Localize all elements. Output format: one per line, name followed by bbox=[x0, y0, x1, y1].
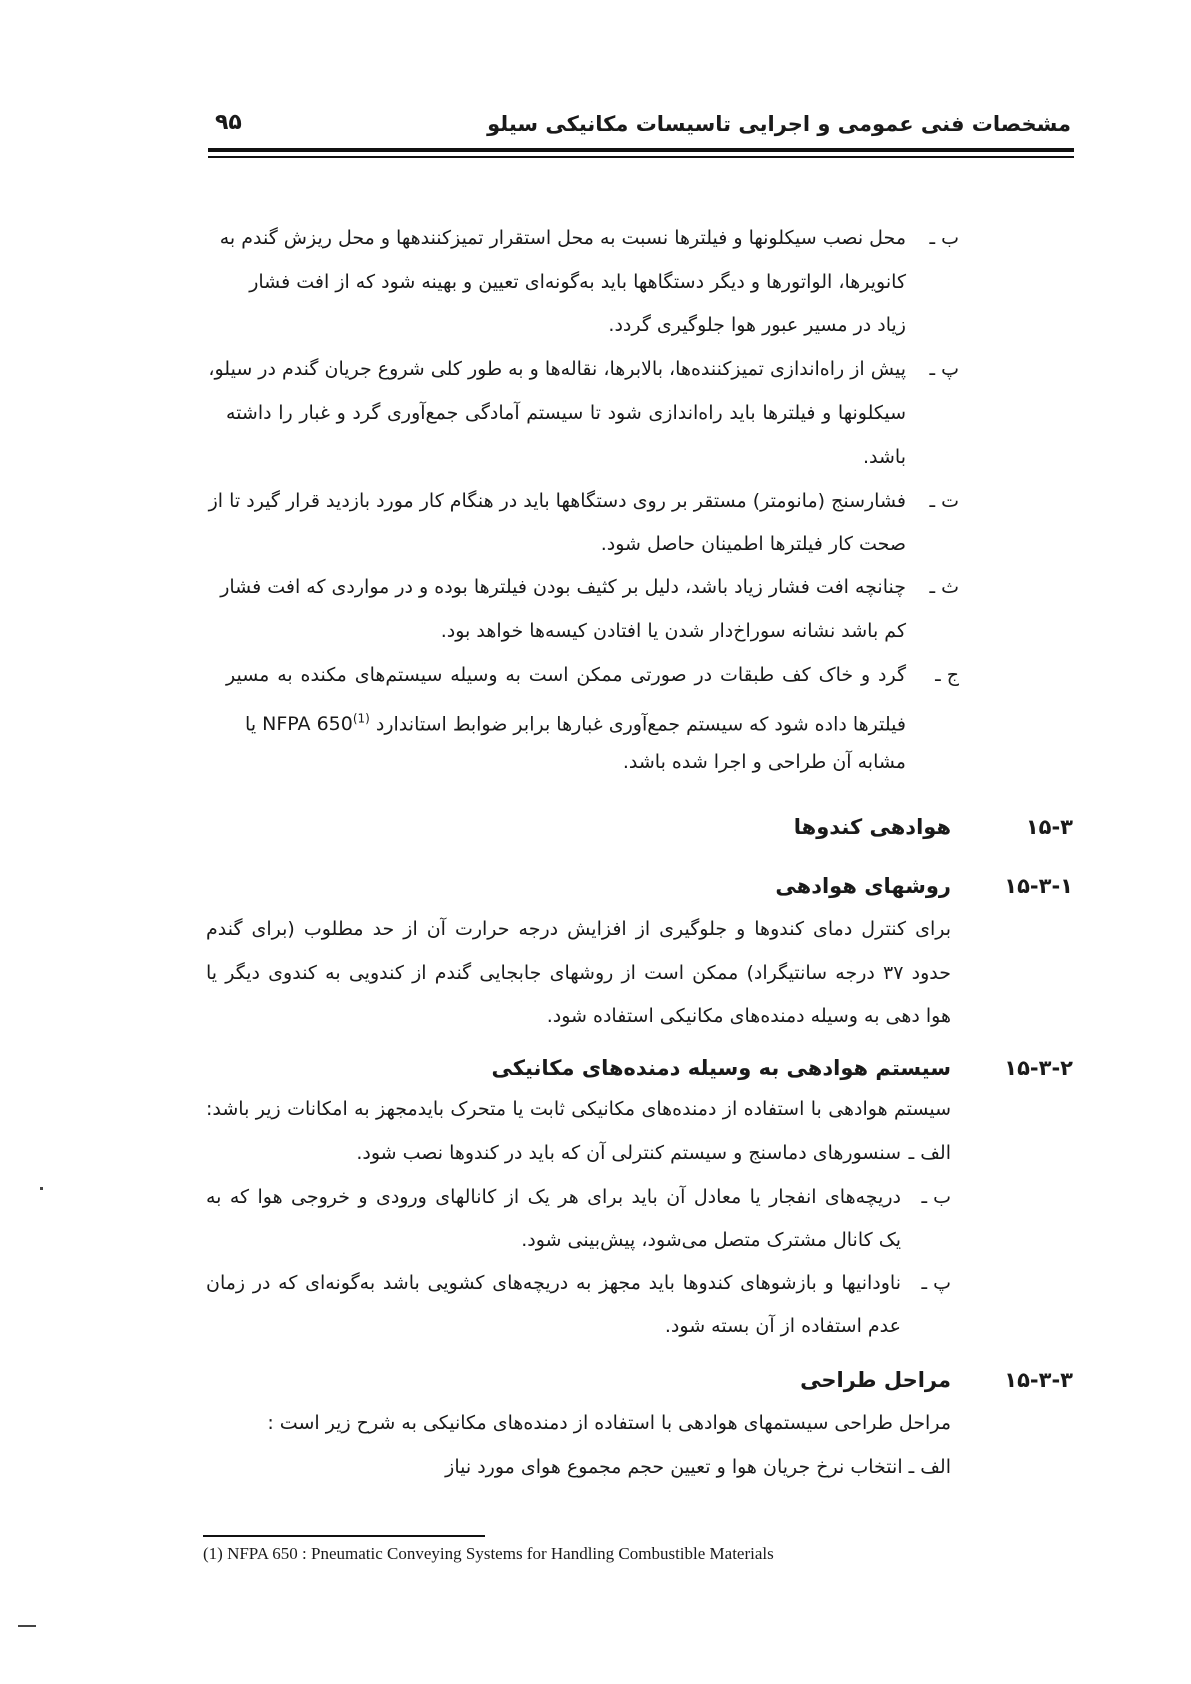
section-number: ۱۵-۳ bbox=[1025, 815, 1073, 839]
page-number: ۹۵ bbox=[215, 110, 242, 135]
list-marker: ج ـ bbox=[935, 664, 959, 686]
nfpa-code: NFPA 650 bbox=[262, 713, 353, 736]
list-line: چنانچه افت فشار زیاد باشد، دلیل بر کثیف بودن فیلترها بوده و در مواردی که افت فشار bbox=[220, 576, 906, 598]
footnote bbox=[203, 1544, 774, 1564]
footnote-mark: (1) bbox=[203, 1544, 223, 1563]
header-rule-thin bbox=[208, 156, 1074, 158]
footnote-text: NFPA 650 : Pneumatic Conveying Systems for Handling Combustible Materials bbox=[227, 1544, 774, 1563]
list-line-tail: یا bbox=[245, 713, 257, 736]
paragraph-line: سیستم هوادهی با استفاده از دمنده‌های مکانیکی ثابت یا متحرک بایدمجهز به امکانات زیر باشد: bbox=[206, 1098, 951, 1120]
paragraph-line: مراحل طراحی سیستمهای هوادهی با استفاده از دمنده‌های مکانیکی به شرح زیر است : bbox=[267, 1412, 951, 1434]
subsection-title: روشهای هوادهی bbox=[775, 874, 951, 898]
paragraph-line: الف ـ انتخاب نرخ جریان هوا و تعیین حجم مجموع هوای مورد نیاز bbox=[445, 1456, 951, 1478]
subsection-number: ۱۵-۳-۲ bbox=[1004, 1056, 1073, 1080]
list-line: مشابه آن طراحی و اجرا شده باشد. bbox=[622, 751, 906, 773]
subsection-number: ۱۵-۳-۳ bbox=[1004, 1368, 1073, 1392]
list-marker: پ ـ bbox=[929, 358, 959, 380]
list-line: زیاد در مسیر عبور هوا جلوگیری گردد. bbox=[608, 314, 906, 336]
list-line: کانویرها، الواتورها و دیگر دستگاهها باید به‌گونه‌ای تعیین و بهینه شود که از افت فشار bbox=[249, 271, 906, 293]
list-line: پیش از راه‌اندازی تمیزکننده‌ها، بالابرها، نقاله‌ها و به طور کلی شروع جریان گندم در سیلو، bbox=[208, 358, 906, 380]
list-line: گرد و خاک کف طبقات در صورتی ممکن است به وسیله سیستم‌های مکنده به مسیر bbox=[226, 664, 906, 686]
header-rule-thick bbox=[208, 148, 1074, 152]
list-line: ناودانیها و بازشوهای کندوها باید مجهز به دریچه‌های کشویی باشد به‌گونه‌ای که در زمان bbox=[206, 1272, 901, 1294]
list-marker: ب ـ bbox=[921, 1186, 951, 1208]
list-line: باشد. bbox=[862, 446, 906, 468]
list-marker: ث ـ bbox=[929, 576, 959, 598]
list-line-with-reference bbox=[245, 706, 906, 737]
list-line: دریچه‌های انفجار یا معادل آن باید برای هر یک از کانالهای ورودی و خروجی هوا که به bbox=[206, 1186, 901, 1208]
list-marker: ت ـ bbox=[929, 490, 959, 512]
scan-speck bbox=[40, 1187, 43, 1190]
list-marker: الف ـ bbox=[908, 1142, 951, 1164]
subsection-title: مراحل طراحی bbox=[800, 1368, 951, 1392]
list-line: عدم استفاده از آن بسته شود. bbox=[664, 1315, 901, 1337]
scan-mark bbox=[18, 1625, 36, 1627]
running-header-title: مشخصات فنی عمومی و اجرایی تاسیسات مکانیکی سیلو bbox=[487, 112, 1071, 136]
footnote-rule bbox=[203, 1535, 485, 1537]
section-title: هوادهی کندوها bbox=[793, 815, 951, 839]
subsection-title: سیستم هوادهی به وسیله دمنده‌های مکانیکی bbox=[491, 1056, 951, 1080]
list-line: سنسورهای دماسنج و سیستم کنترلی آن که باید در کندوها نصب شود. bbox=[356, 1142, 901, 1164]
footnote-mark: (1) bbox=[352, 712, 370, 726]
list-line: فشارسنج (مانومتر) مستقر بر روی دستگاهها باید در هنگام کار مورد بازدید قرار گیرد تا از bbox=[208, 490, 906, 512]
subsection-number: ۱۵-۳-۱ bbox=[1004, 874, 1073, 898]
list-line: سیکلونها و فیلترها باید راه‌اندازی شود تا سیستم آمادگی جمع‌آوری گرد و غبار را داشته bbox=[226, 402, 906, 424]
list-line-text: فیلترها داده شود که سیستم جمع‌آوری غبارها برابر ضوابط استاندارد bbox=[375, 713, 906, 736]
list-line: کم باشد نشانه سوراخ‌دار شدن یا افتادن کیسه‌ها خواهد بود. bbox=[440, 620, 906, 642]
paragraph-line: هوا دهی به وسیله دمنده‌های مکانیکی استفاده شود. bbox=[546, 1005, 951, 1027]
paragraph-line: حدود ۳۷ درجه سانتیگراد) ممکن است از روشهای جابجایی گندم از کندویی به کندوی دیگر یا bbox=[206, 962, 951, 984]
list-line: یک کانال مشترک متصل می‌شود، پیش‌بینی شود. bbox=[521, 1229, 901, 1251]
list-line: صحت کار فیلترها اطمینان حاصل شود. bbox=[600, 533, 906, 555]
list-marker: پ ـ bbox=[921, 1272, 951, 1294]
nfpa-reference bbox=[262, 713, 370, 735]
paragraph-line: برای کنترل دمای کندوها و جلوگیری از افزایش درجه حرارت آن از حد مطلوب (برای گندم bbox=[206, 918, 951, 940]
list-line: محل نصب سیکلونها و فیلترها نسبت به محل استقرار تمیزکنندهها و محل ریزش گندم به bbox=[219, 227, 906, 249]
list-marker: ب ـ bbox=[929, 227, 959, 249]
